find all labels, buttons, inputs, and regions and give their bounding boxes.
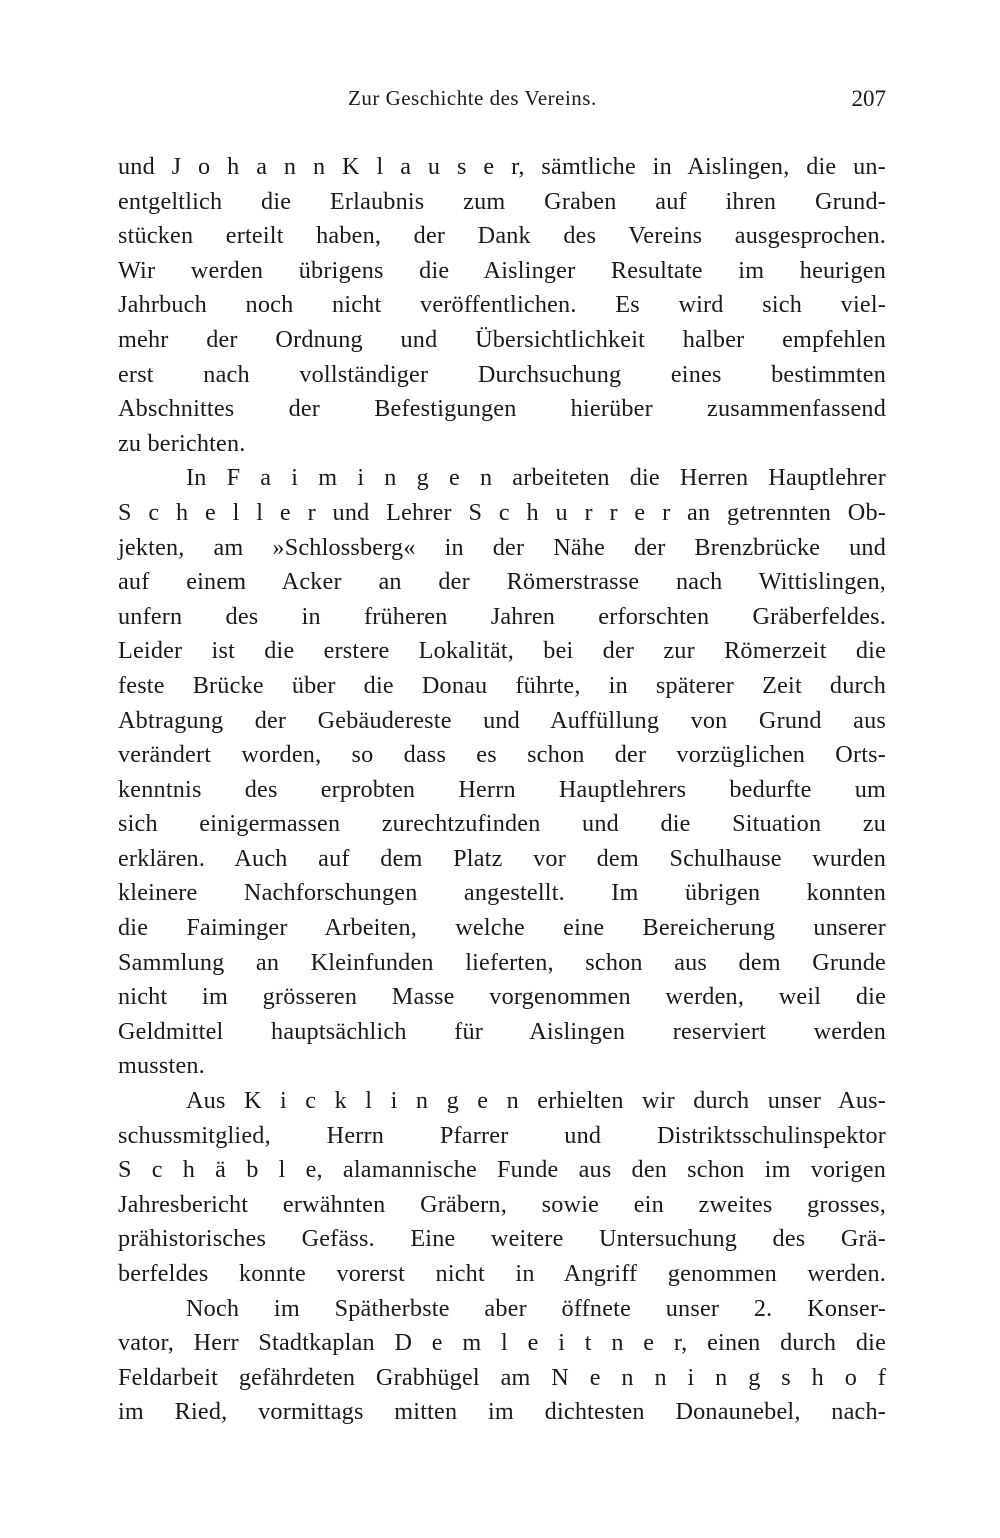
text-line: und J o h a n n K l a u s e r, sämtliche in Aislingen, die un- <box>118 153 886 180</box>
text-line: Aus K i c k l i n g e n erhielten wir durch unser Aus- <box>186 1087 886 1115</box>
text-line: Abschnittes der Befestigungen hierüber zusammenfassend <box>118 395 886 423</box>
text-line: nicht im grösseren Masse vorgenommen werden, weil die <box>118 983 886 1011</box>
text-line: verändert worden, so dass es schon der vorzüglichen Orts- <box>118 741 886 769</box>
text-line: zu berichten. <box>118 429 246 457</box>
text-line: S c h ä b l e, alamannische Funde aus den schon im vorigen <box>118 1156 886 1184</box>
text-line: entgeltlich die Erlaubnis zum Graben auf ihren Grund- <box>118 187 886 215</box>
running-title: Zur Geschichte des Vereins. <box>348 86 597 110</box>
text-line: Jahrbuch noch nicht veröffentlichen. Es wird sich viel- <box>118 291 886 319</box>
text-line: Sammlung an Kleinfunden lieferten, schon aus dem Grunde <box>118 948 886 976</box>
text-line: im Ried, vormittags mitten im dichtesten Donaunebel, nach- <box>118 1398 886 1426</box>
text-line: In F a i m i n g e n arbeiteten die Herren Hauptlehrer <box>186 464 886 492</box>
text-line: jekten, am »Schlossberg« in der Nähe der Brenzbrücke und <box>118 533 886 561</box>
text-line: mussten. <box>118 1052 205 1080</box>
text-line: Feldarbeit gefährdeten Grabhügel am N e n n i n g s h o f <box>118 1363 886 1391</box>
text-line: sich einigermassen zurechtzufinden und die Situation zu <box>118 810 886 838</box>
text-line: schussmitglied, Herrn Pfarrer und Distriktsschulinspektor <box>118 1121 886 1149</box>
text-line: Geldmittel hauptsächlich für Aislingen reserviert werden <box>118 1017 886 1045</box>
text-line: erst nach vollständiger Durchsuchung eines bestimmten <box>118 360 886 388</box>
text-line: kleinere Nachforschungen angestellt. Im übrigen konnten <box>118 879 886 907</box>
text-line: Jahresbericht erwähnten Gräbern, sowie ein zweites grosses, <box>118 1190 886 1218</box>
text-line: erklären. Auch auf dem Platz vor dem Schulhause wurden <box>118 844 886 872</box>
text-line: mehr der Ordnung und Übersichtlichkeit halber empfehlen <box>118 325 886 353</box>
text-line: kenntnis des erprobten Herrn Hauptlehrers bedurfte um <box>118 775 886 803</box>
text-line: Leider ist die erstere Lokalität, bei der zur Römerzeit die <box>118 637 886 665</box>
text-line: vator, Herr Stadtkaplan D e m l e i t n e r, einen durch die <box>118 1329 886 1357</box>
text-line: feste Brücke über die Donau führte, in späterer Zeit durch <box>118 671 886 699</box>
text-line: stücken erteilt haben, der Dank des Vereins ausgesprochen. <box>118 222 886 250</box>
text-line: S c h e l l e r und Lehrer S c h u r r e r an getrennten Ob- <box>118 498 886 526</box>
text-line: Wir werden übrigens die Aislinger Resultate im heurigen <box>118 256 886 284</box>
text-line: unfern des in früheren Jahren erforschten Gräberfeldes. <box>118 602 886 630</box>
text-line: auf einem Acker an der Römerstrasse nach Wittislingen, <box>118 568 886 596</box>
running-head <box>118 86 886 118</box>
text-line: Abtragung der Gebäudereste und Auffüllung von Grund aus <box>118 706 886 734</box>
text-line: die Faiminger Arbeiten, welche eine Bereicherung unserer <box>118 914 886 942</box>
text-line: berfeldes konnte vorerst nicht in Angriff genommen werden. <box>118 1260 886 1287</box>
text-line: prähistorisches Gefäss. Eine weitere Untersuchung des Grä- <box>118 1225 886 1253</box>
page-number: 207 <box>851 86 886 111</box>
text-line: Noch im Spätherbste aber öffnete unser 2. Konser- <box>186 1294 886 1322</box>
body-text <box>118 150 886 1430</box>
